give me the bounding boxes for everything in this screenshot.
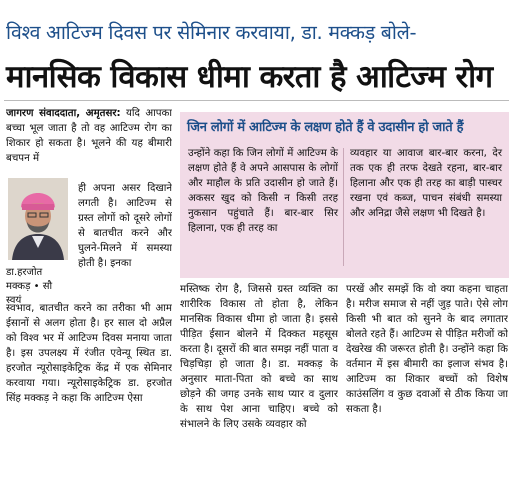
caption-line-3: स्वयं <box>6 295 22 306</box>
portrait-image <box>8 178 68 260</box>
caption-line-2: मक्कड़ • सौ <box>6 281 53 292</box>
headline-rule <box>4 100 509 101</box>
left-column-paragraph: स्वभाव, बातचीत करने का तरीका भी आम ईसानों से अलग होता है। हर साल दो अप्रैल को विश्व भर में आटिज्म दिवस मनाया जाता है। इस उपलक्ष्य में रंजीत एवेन्यू स्थित डा. हरजोत न्यूरोसाइकेट्रिक केंद्र में एक सेमिनार करवाया गया। न्यूरोसाइकेट्रिक डा. हरजोत सिंह मक्कड़ ने कहा कि आटिज्म ऐसा <box>6 303 172 404</box>
caption-line-1: डा.हरजोत <box>6 267 43 278</box>
highlight-box <box>180 112 509 278</box>
highlight-box-left-text: उन्होंने कहा कि जिन लोगों में आटिज्म के लक्षण होते हैं वे अपने आसपास के लोगों और माहौल के प्रति उदासीन हो जाते हैं। अकसर खुद को किसी न किसी तरह नुकसान पहुंचाते हैं। बार-बार सिर हिलाना, एक ही तरह का <box>188 148 338 234</box>
intro-wrap-paragraph: ही अपना असर दिखाने लगती है। आटिज्म से ग्रस्त लोगों को दूसरे लोगों से बातचीत करने और घुलने-मिलने में समस्या होती है। इनका <box>78 183 172 269</box>
highlight-box-divider <box>343 148 344 266</box>
dateline: जागरण संवाददाता, अमृतसर: <box>6 108 121 119</box>
article-kicker: विश्व आटिज्म दिवस पर सेमिनार करवाया, डा. मक्कड़ बोले- <box>6 21 417 44</box>
highlight-box-title: जिन लोगों में आटिज्म के लक्षण होते हैं वे उदासीन हो जाते हैं <box>187 120 464 135</box>
highlight-box-right-text: व्यवहार या आवाज बार-बार करना, देर तक एक ही तरफ देखते रहना, बार-बार हिलाना और एक ही तरह का बाड़ी पास्चर रखना एवं कब्ज, पाचन संबंधी समस्या और अनिद्रा जैसे लक्षण भी दिखते है। <box>350 148 502 219</box>
middle-column-paragraph: मस्तिष्क रोग है, जिससे ग्रस्त व्यक्ति का शारीरिक विकास तो होता है, लेकिन मानसिक विकास धीमा हो जाता है। इससे पीड़ित ईसान बोलने में दिक्कत महसूस करता है। दूसरों की बात समझ नहीं पाता व चिड़चिड़ा हो जाता है। डा. मक्कड़ के अनुसार माता-पिता को बच्चे का साथ छोड़ने की जगह उनके साथ प्यार व दुलार के साथ पेश आना चाहिए। बच्चे को संभालने के लिए उसके व्यवहार को <box>180 284 338 430</box>
article-headline: मानसिक विकास धीमा करता है आटिज्म रोग <box>6 59 493 95</box>
right-column-paragraph: परखें और समझें कि वो क्या कहना चाहता है। मरीज समाज से नहीं जुड़ पाते। ऐसे लोग किसी भी बात को सुनने के बाद लगातार बोलते रहते हैं। आटिज्म से पीड़ित मरीजों को देखरेख की जरूरत होती है। उन्होंने कहा कि वर्तमान में इस बीमारी का इलाज संभव है। आटिज्म का शिकार बच्चों को विशेष काउंसलिंग व कुछ दवाओं से ठीक किया जा सकता है। <box>346 284 508 415</box>
author-photo <box>8 178 68 260</box>
intro-text-1: यदि आपका बच्चा भूल जाता है तो वह आटिज्म रोग का शिकार हो सकता है। भूलने की यह बीमारी बचपन में <box>6 108 172 164</box>
intro-paragraph <box>6 106 172 181</box>
